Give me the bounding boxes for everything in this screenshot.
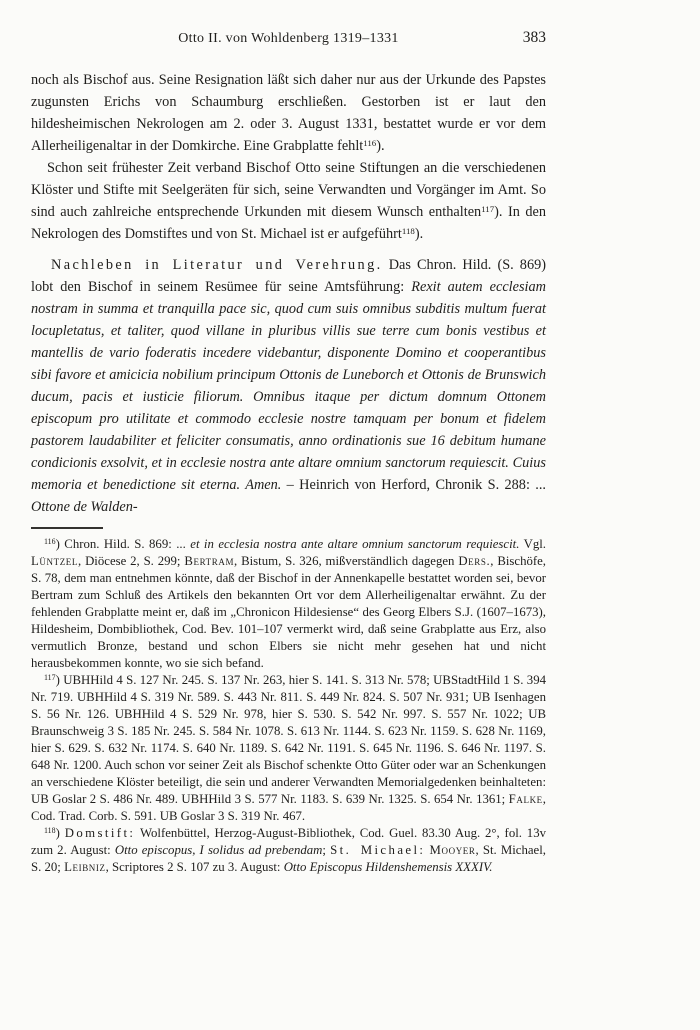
running-head	[31, 31, 546, 51]
footnote-117: $^{117}$) UBHHild 4 S. 127 Nr. 245. S. 137 Nr. 263, hier S. 141. S. 313 Nr. 578; UBStadtHild 1 S. 394 Nr. 719. UBHHild 4 S. 319 Nr. 589. S. 443 Nr. 811. S. 449 Nr. 824. S. 507 Nr. 931; UB Isenhagen S. 56 Nr. 126. UBHHild 4 S. 529 Nr. 978, hier S. 530. S. 542 Nr. 997. S. 557 Nr. 1022; UB Braunschweig 3 S. 185 Nr. 245. S. 584 Nr. 1078. S. 613 Nr. 1144. S. 623 Nr. 1159. S. 628 Nr. 1169, hier S. 629. S. 632 Nr. 1174. S. 640 Nr. 1189. S. 642 Nr. 1191. S. 645 Nr. 1196. S. 646 Nr. 1197. S. 648 Nr. 1200. Auch schon vor seiner Zeit als Bischof schenkte Otto Güter oder war an Schenkungen an verschiedene Klöster beteiligt, die sein und anderer Verwandten Memorialgedenken beinhalteten: UB Goslar 2 S. 486 Nr. 489. UBHHild 3 S. 577 Nr. 1183. S. 639 Nr. 1325. S. 654 Nr. 1361; Falke, Cod. Trad. Corb. S. 591. UB Goslar 3 S. 319 Nr. 467.	[31, 673, 546, 823]
chapter-title: Otto II. von Wohldenberg 1319–1331	[178, 31, 399, 46]
paragraph-resignation: noch als Bischof aus. Seine Resignation läßt sich daher nur aus der Urkunde des Papstes zugunsten Erichs von Schaumburg erschließen. Gestorben ist er laut den hildesheimischen Nekrologen am 2. oder 3. August 1331, bestattet wurde er vor dem Allerheiligenaltar in der Domkirche. Eine Grabplatte fehlt$^{116}$).	[31, 72, 546, 154]
page-number: 383	[522, 29, 546, 46]
paragraph-stiftungen: Schon seit frühester Zeit verband Bischof Otto seine Stiftungen an die verschiedenen Klöster und Stifte mit Seelgeräten für sich, seine Verwandten und Vorgänger im Amt. So sind auch zahlreiche entsprechende Urkunden mit diesem Wunsch enthalten$^{117}$). In den Nekrologen des Domstiftes und von St. Michael ist er aufgeführt$^{118}$).	[31, 160, 546, 242]
footnotes-block	[31, 536, 546, 876]
page-content	[31, 69, 546, 876]
footnote-118: $^{118}$) Domstift: Wolfenbüttel, Herzog-August-Bibliothek, Cod. Guel. 83.30 Aug. 2°, fol. 13v zum 2. August: Otto episcopus, I solidus ad prebendam; St. Michael: Mooyer, St. Michael, S. 20; Leibniz, Scriptores 2 S. 107 zu 3. August: Otto Episcopus Hildenshemensis XXXIV.	[31, 826, 547, 874]
footnote-116: $^{116}$) Chron. Hild. S. 869: ... et in ecclesia nostra ante altare omnium sanctorum requiescit. Vgl. Lüntzel, Diöcese 2, S. 299; Bertram, Bistum, S. 326, mißverständlich dagegen Ders., Bischöfe, S. 78, dem man entnehmen könnte, daß der Bischof in der Annenkapelle bestattet worden sei, bevor Bertram zum Schluß des Artikels den bekannten Ort vor dem Allerheiligenaltar erwähnt. Zu der fehlenden Grabplatte meint er, daß im „Chronicon Hildesiense“ des Georg Elbers S.J. (1607–1673), Hildesheim, Dombibliothek, Cod. Bev. 101–107 vermerkt wird, daß seine Grabplatte aus Erz, also vermutlich Bronze, bestand und schon Elbers sie nicht mehr gesehen hat und nicht herausbekommen konnte, wo sie sich befand.	[31, 537, 547, 670]
footnote-separator	[31, 527, 103, 529]
paragraph-nachleben: Nachleben in Literatur und Verehrung. Das Chron. Hild. (S. 869) lobt den Bischof in seinem Resümee für seine Amtsführung: Rexit autem ecclesiam nostram in summa et tranquilla pace sic, quod cum suis omnibus subditis multum fuerat locupletatus, et taliter, quod villane in pluribus villis sue terre cum bonis vestibus et mantellis de vario foderatis incedere videbantur, disponente Domino et cooperantibus sibi favore et amicicia nobilium principum Ottonis de Luneborch et Ottonis de Brunswich ducum, pacis et iusticie filiorum. Omnibus itaque per dictum domnum Ottonem episcopum pro utilitate et commodo ecclesie nostre tamquam per bonum et fidelem pastorem laudabiliter et feliciter consumatis, anno ordinationis sue 16 debitum humane condicionis exsolvit, et in ecclesie nostra ante altare omnium sanctorum requiescit. Cuius memoria et benedictione sit eterna. Amen. – Heinrich von Herford, Chronik S. 288: ... Ottone de Walden-	[31, 257, 547, 515]
